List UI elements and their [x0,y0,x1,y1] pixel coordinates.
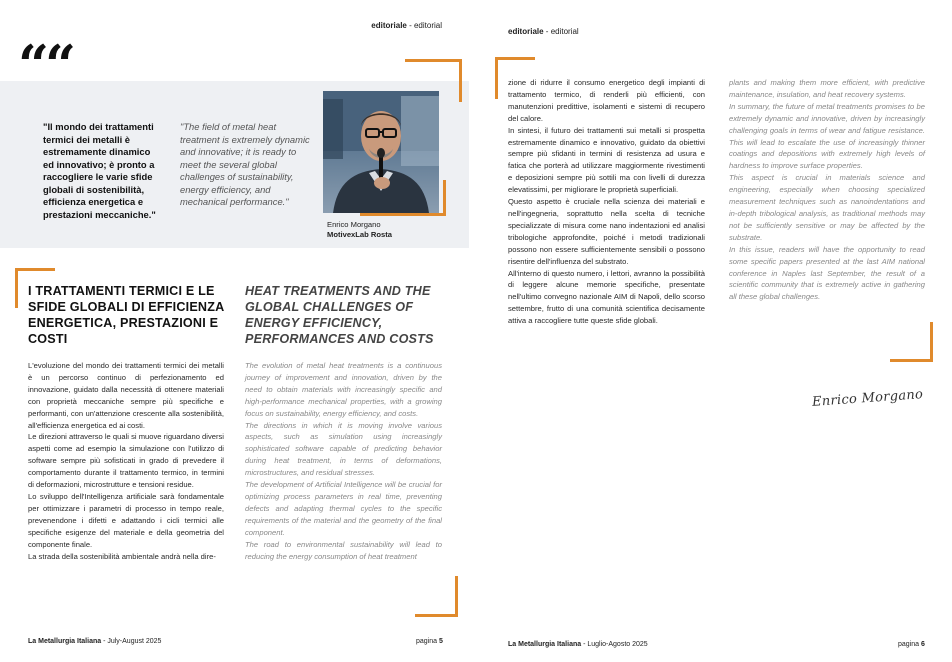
article-title-english: HEAT TREATMENTS AND THE GLOBAL CHALLENGES OF ENERGY EFFICIENCY, PERFORMANCES AND COSTS [245,284,434,346]
body-column-english [729,77,925,303]
paragraph: The directions in which it is moving involve various aspects, such as simulation using increasingly sophisticated software capable of predicting behavior during heat treatment, in terms of deformations, microstructures, and residual stresses. [245,420,442,478]
paragraph: All'interno di questo numero, i lettori, avranno la possibilità di leggere alcune memorie specifiche, presentate nell'ultimo convegno nazionale AIM di Napoli, dello scorso settembre, frutto di una comunità scientifica decisamente attiva a raccogliere tutte queste sfide globali. [508,268,705,326]
body-column-italian [28,360,224,562]
paragraph: In sintesi, il futuro dei trattamenti sui metalli si prospetta estremamente dinamico e innovativo, guidato da obiettivi sempre più sfidanti in termini di resistenza ad usura e fatica che porterà ad utilizzare maggiormente rivestimenti e deposizioni sempre più sottili ma con livelli di durezza elevatissimi, per migliorare le proprietà superficiali. [508,125,705,195]
paragraph: L'evoluzione del mondo dei trattamenti termici dei metalli è un percorso continuo di perfezionamento ed innovazione, guidato dalla necessità di ottenere materiali con proprietà meccaniche sempre più specifiche e performanti, con un'attenzione crescente alla sostenibilità, all'efficienza energetica ed ai costi. [28,361,224,430]
page-number [416,638,443,645]
caption-name: Enrico Morgano [327,220,381,229]
right-page [476,0,952,662]
footer-journal: La Metallurgia Italiana [28,638,102,645]
header-separator: - [406,21,414,30]
body-column-english [245,360,442,562]
footer-journal: La Metallurgia Italiana [508,641,582,648]
page-label: pagina [416,638,439,645]
orange-bottom-accent [415,576,458,617]
paragraph: Le direzioni attraverso le quali si muove riguardano diversi aspetti come ad esempio la simulazione con l'utilizzo di software sempre più sofisticati in grado di prevedere il comportamento durante il trattamento termico, in termini di deformazioni, microstrutture e tensioni residue. [28,432,224,490]
paragraph: zione di ridurre il consumo energetico degli impianti di trattamento termico, di renderli più efficienti, con manutenzioni predittive, isolamenti e sistemi di recupero del calore. [508,78,705,123]
header-section-en: editorial [550,27,579,36]
orange-photo-accent [360,180,446,216]
paragraph: Lo sviluppo dell'Intelligenza artificiale sarà fondamentale per ottimizzare i parametri di processo in tempo reale, prevenendone i difetti e adattando i cicli termici alle specifiche esigenze del materiale e della geometria del componente finale. [28,491,224,549]
paragraph: Questo aspetto è cruciale nella scienza dei materiali e nell'ingegneria, soprattutto nella scelta di tecniche specializzate di misura come nano indentazioni ed analisi tribologiche approfondite, poiché i metodi tradizionali possono non essere sufficientemente sensibili o possono risentire dell'influenza del substrato. [508,197,705,266]
header-separator: - [543,27,551,36]
paragraph: plants and making them more efficient, with predictive maintenance, insulation, and heat recovery systems. [729,78,925,99]
header-section-en: editorial [413,21,442,30]
header-section-it: editoriale [508,27,544,36]
paragraph: The road to environmental sustainability will lead to reducing the energy consumption of heat treatment [245,539,442,561]
article-title-italian: I TRATTAMENTI TERMICI E LE SFIDE GLOBALI DI EFFICIENZA ENERGETICA, PRESTAZIONI E COSTI [28,284,224,346]
author-signature: Enrico Morgano [811,387,924,410]
page-num: 6 [920,641,925,648]
paragraph: This aspect is crucial in materials science and engineering, especially when choosing specialized measurement techniques such as nanoindentations and in-depth tribological analysis, as traditional methods may not be sufficiently sensitive or may be affected by the substrate. [729,173,925,242]
page-num: 5 [438,638,443,645]
pull-quote-italian: "Il mondo dei trattamenti termici dei metalli è estremamente dinamico ed innovativo; è pronto a raccogliere le varie sfide globali di sostenibilità, efficienza energetica e prestazioni meccaniche." [43,121,156,220]
paragraph: The development of Artificial Intelligence will be crucial for optimizing process parameters in real time, preventing defects and adapting thermal cycles to the specific requirements of the material and the geometry of the final component. [245,480,442,537]
caption-org: MotivexLab Rosta [327,230,392,239]
body-column-italian [508,77,705,327]
page-header [371,21,442,30]
footer-issue: - July-August 2025 [101,638,162,645]
footer-issue: - Luglio-Agosto 2025 [581,641,648,648]
quote-mark-icon: ““ [18,33,73,97]
paragraph: La strada della sostenibilità ambientale andrà nella dire- [28,551,216,561]
paragraph: In summary, the future of metal treatments promises to be extremely dynamic and innovative, driven by increasingly challenging goals in terms of wear and fatigue resistance. This will lead to escalate the use of increasingly thinner coatings and depositions with extremely high levels of hardness to improve surface properties. [729,101,925,171]
page-footer [28,638,161,645]
photo-caption [327,220,392,240]
paragraph: The evolution of metal heat treatments is a continuous journey of improvement and innovation, driven by the need to obtain materials with increasingly specific and high-performance mechanical properties, with a growing focus on sustainability, energy efficiency, and costs. [245,361,442,418]
pull-quote-english: "The field of metal heat treatment is extremely dynamic and innovative; it is ready to meet the several global challenges of sustainability, energy efficiency, and mechanical performance." [180,121,310,207]
page-number [898,641,925,648]
page-label: pagina [898,641,921,648]
orange-bottom-accent [890,322,933,362]
header-section-it: editoriale [371,21,407,30]
page-header [508,27,579,36]
page-footer [508,641,648,648]
paragraph: In this issue, readers will have the opportunity to read some specific papers presented at the last AIM national conference in Naples last September, the result of a scientific community that is extremely active in gathering all these global challenges. [729,244,925,302]
